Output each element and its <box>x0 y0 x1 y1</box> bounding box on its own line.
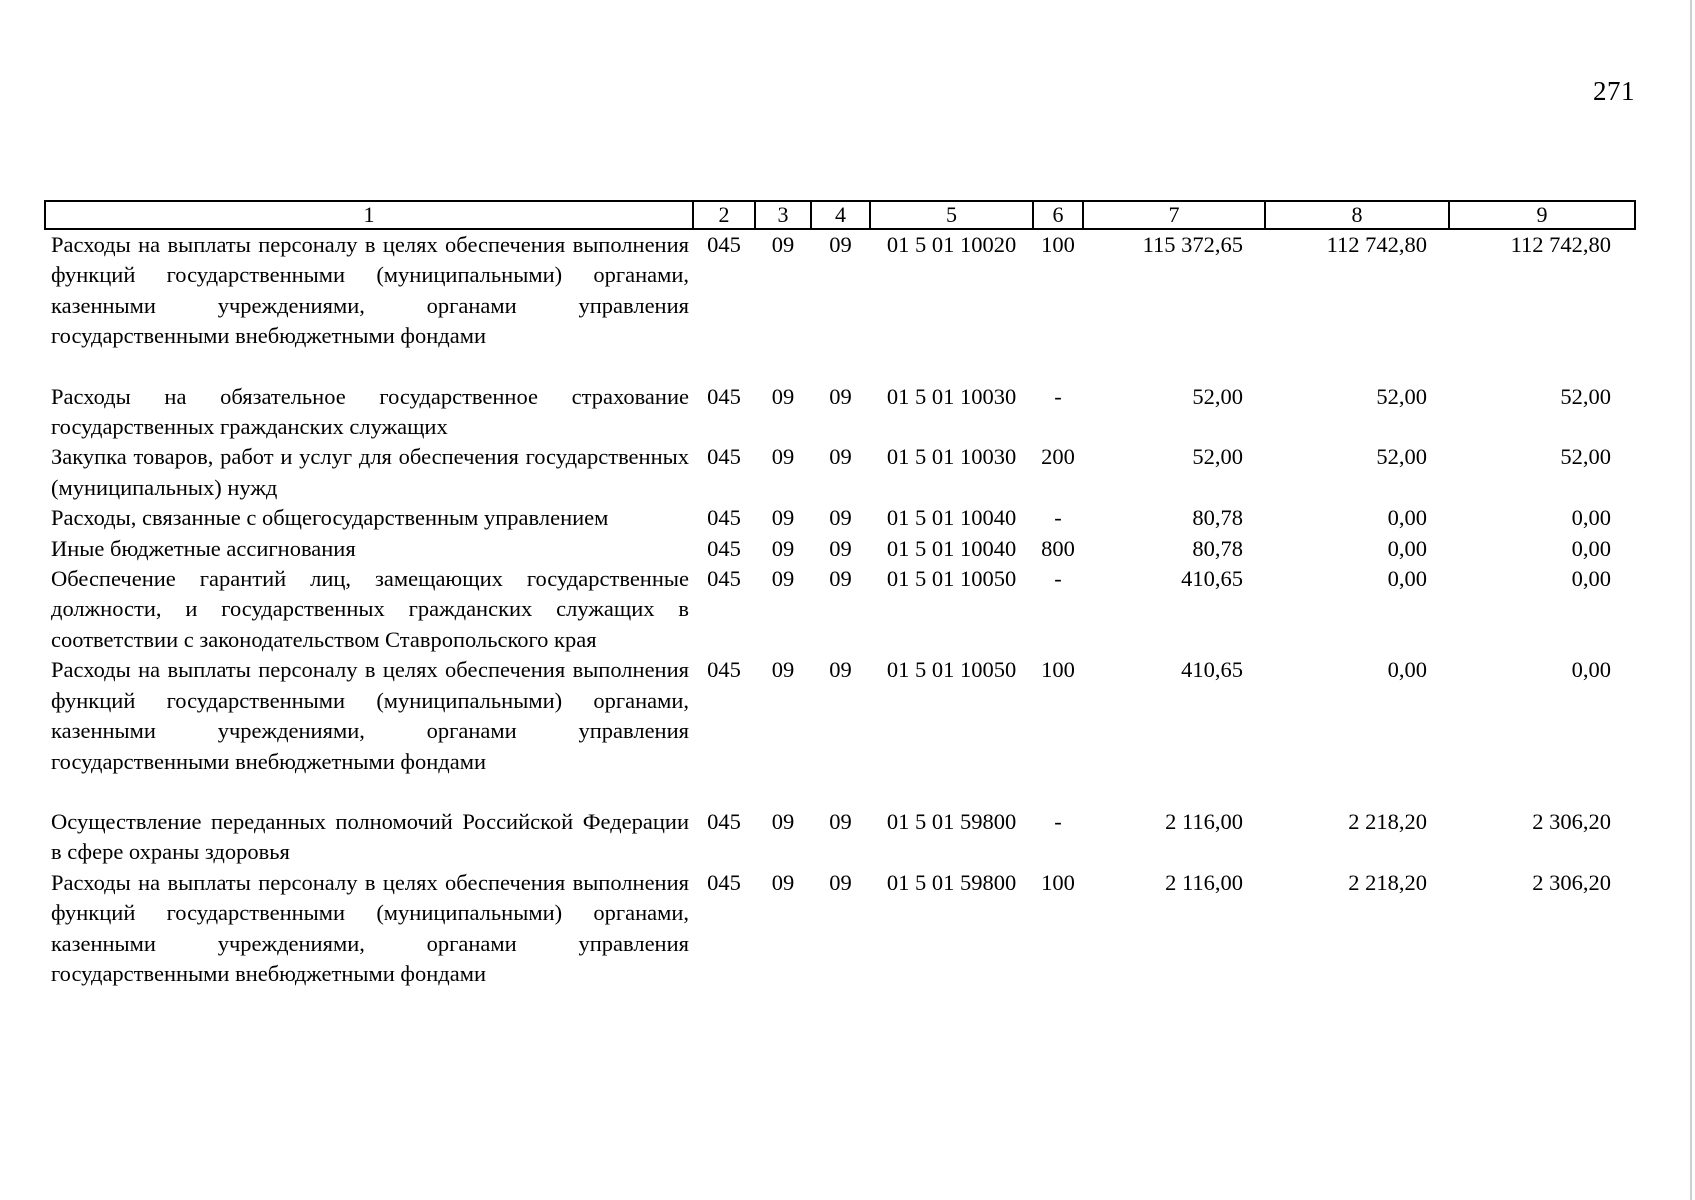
row-value-year3: 0,00 <box>1571 535 1611 561</box>
row-value-year3: 2 306,20 <box>1532 808 1611 834</box>
row-target: 01 5 01 10040 <box>886 535 1017 561</box>
row-subsection: 09 <box>829 869 852 895</box>
row-subsection: 09 <box>829 232 852 257</box>
row-code: 045 <box>707 505 741 531</box>
row-target: 01 5 01 10030 <box>886 383 1017 409</box>
row-subsection: 09 <box>829 383 852 409</box>
row-name: Расходы, связанные с общегосударственным управлением <box>51 505 609 531</box>
row-code: 045 <box>707 869 741 895</box>
row-value-year3: 52,00 <box>1560 383 1611 409</box>
row-section: 09 <box>771 383 795 409</box>
row-value-year3: 2 306,20 <box>1532 869 1611 895</box>
row-value-year1: 52,00 <box>1192 444 1243 470</box>
table-row <box>45 564 1635 655</box>
page-number: 271 <box>1593 76 1635 106</box>
row-section: 09 <box>771 869 795 895</box>
row-name: Осуществление переданных полномочий Российской Федерации в сфере охраны здоровья <box>51 808 689 865</box>
row-expense-type: - <box>1054 383 1062 409</box>
row-name: Закупка товаров, работ и услуг для обеспечения государственных (муниципальных) нужд <box>51 444 689 500</box>
table-row <box>45 442 1635 503</box>
row-name: Расходы на обязательное государственное страхование государственных гражданских служащих <box>51 383 689 440</box>
row-value-year1: 80,78 <box>1192 505 1243 531</box>
row-value-year2: 112 742,80 <box>1326 232 1427 257</box>
row-value-year2: 2 218,20 <box>1348 869 1427 895</box>
row-expense-type: 100 <box>1041 657 1075 683</box>
row-value-year1: 410,65 <box>1181 566 1243 592</box>
row-expense-type: - <box>1054 808 1062 834</box>
row-code: 045 <box>707 657 741 683</box>
row-value-year1: 52,00 <box>1192 383 1243 409</box>
row-target: 01 5 01 10050 <box>886 657 1017 683</box>
budget-table <box>44 200 1636 989</box>
row-name: Обеспечение гарантий лиц, замещающих государственные должности, и государственных гражданских служащих в соответствии с законодательством Ставропольского края <box>51 566 689 652</box>
row-section: 09 <box>771 444 795 470</box>
row-code: 045 <box>707 535 741 561</box>
row-value-year2: 0,00 <box>1387 505 1427 531</box>
row-subsection: 09 <box>829 444 852 470</box>
row-target: 01 5 01 10030 <box>886 444 1017 470</box>
row-value-year3: 0,00 <box>1571 505 1611 531</box>
row-value-year3: 0,00 <box>1571 657 1611 683</box>
row-value-year2: 0,00 <box>1387 657 1427 683</box>
row-section: 09 <box>771 566 795 592</box>
row-expense-type: 200 <box>1041 444 1075 470</box>
row-subsection: 09 <box>829 657 852 683</box>
row-target: 01 5 01 10020 <box>886 232 1017 257</box>
row-value-year2: 52,00 <box>1376 444 1427 470</box>
row-target: 01 5 01 59800 <box>886 808 1017 834</box>
table-row <box>45 807 1635 868</box>
row-value-year3: 52,00 <box>1560 444 1611 470</box>
row-value-year2: 0,00 <box>1387 535 1427 561</box>
column-header-year1: 7 <box>1083 201 1265 229</box>
row-expense-type: - <box>1054 566 1062 592</box>
scan-edge-line <box>1690 0 1692 1200</box>
row-name: Расходы на выплаты персоналу в целях обеспечения выполнения функций государственными (муниципальными) органами, казенными учреждениями, органами управления государственными внебюджетными фондами <box>51 232 689 349</box>
table-row <box>45 229 1635 382</box>
column-header-year2: 8 <box>1265 201 1449 229</box>
row-name: Расходы на выплаты персоналу в целях обеспечения выполнения функций государственными (муниципальными) органами, казенными учреждениями, органами управления государственными внебюджетными фондами <box>51 657 689 774</box>
table-header-row <box>45 201 1635 229</box>
row-subsection: 09 <box>829 808 852 834</box>
row-section: 09 <box>771 505 795 531</box>
table-row <box>45 534 1635 564</box>
column-header-section: 3 <box>755 201 811 229</box>
row-value-year2: 0,00 <box>1387 566 1427 592</box>
row-section: 09 <box>771 232 795 257</box>
row-section: 09 <box>771 808 795 834</box>
column-header-name: 1 <box>45 201 693 229</box>
row-code: 045 <box>707 232 741 257</box>
row-subsection: 09 <box>829 535 852 561</box>
column-header-target: 5 <box>870 201 1033 229</box>
row-value-year3: 0,00 <box>1571 566 1611 592</box>
column-header-expense-type: 6 <box>1033 201 1083 229</box>
row-code: 045 <box>707 444 741 470</box>
table-row <box>45 868 1635 990</box>
row-expense-type: 100 <box>1041 869 1075 895</box>
row-expense-type: - <box>1054 505 1062 531</box>
row-value-year1: 80,78 <box>1192 535 1243 561</box>
row-value-year2: 2 218,20 <box>1348 808 1427 834</box>
row-value-year2: 52,00 <box>1376 383 1427 409</box>
row-value-year3: 112 742,80 <box>1510 232 1611 257</box>
column-header-year3: 9 <box>1449 201 1635 229</box>
row-value-year1: 2 116,00 <box>1165 869 1243 895</box>
row-target: 01 5 01 10050 <box>886 566 1017 592</box>
row-section: 09 <box>771 657 795 683</box>
row-expense-type: 800 <box>1041 535 1075 561</box>
row-subsection: 09 <box>829 505 852 531</box>
row-value-year1: 115 372,65 <box>1142 232 1243 257</box>
table-row <box>45 655 1635 807</box>
row-target: 01 5 01 59800 <box>886 869 1017 895</box>
row-name: Расходы на выплаты персоналу в целях обеспечения выполнения функций государственными (муниципальными) органами, казенными учреждениями, органами управления государственными внебюджетными фондами <box>51 869 689 986</box>
row-target: 01 5 01 10040 <box>886 505 1017 531</box>
column-header-code: 2 <box>693 201 755 229</box>
table-row <box>45 503 1635 533</box>
row-section: 09 <box>771 535 795 561</box>
column-header-subsection: 4 <box>811 201 870 229</box>
row-code: 045 <box>707 383 741 409</box>
row-value-year1: 2 116,00 <box>1165 808 1243 834</box>
row-subsection: 09 <box>829 566 852 592</box>
row-code: 045 <box>707 566 741 592</box>
row-code: 045 <box>707 808 741 834</box>
row-value-year1: 410,65 <box>1181 657 1243 683</box>
row-name: Иные бюджетные ассигнования <box>51 535 356 561</box>
row-expense-type: 100 <box>1041 232 1075 257</box>
table-row <box>45 382 1635 443</box>
